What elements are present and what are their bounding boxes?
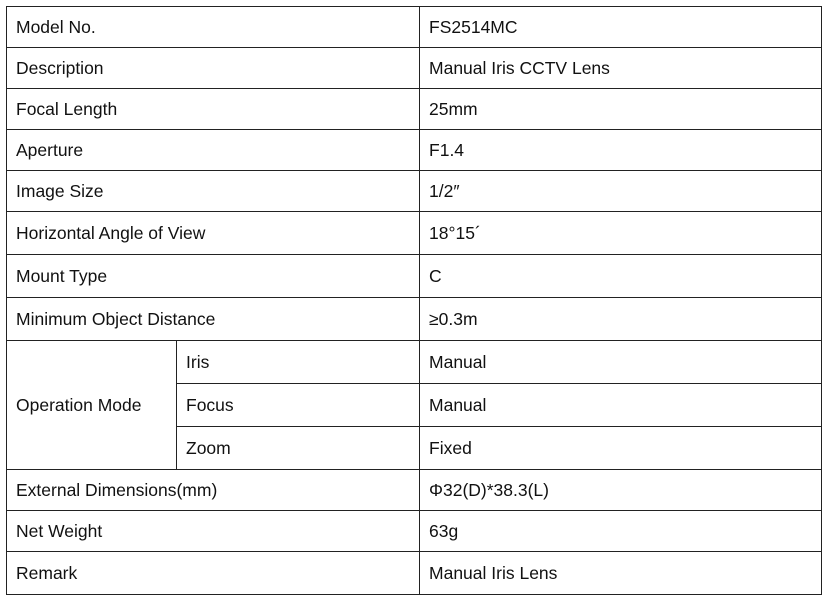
row-label: External Dimensions(mm) xyxy=(7,470,420,511)
table-row xyxy=(7,341,822,384)
table-row xyxy=(7,212,822,255)
row-value: 1/2″ xyxy=(420,171,822,212)
table-row xyxy=(7,470,822,511)
row-value: Manual Iris CCTV Lens xyxy=(420,48,822,89)
row-value: ≥0.3m xyxy=(420,298,822,341)
row-label: Minimum Object Distance xyxy=(7,298,420,341)
sub-row-value: Manual xyxy=(420,384,822,427)
row-label: Horizontal Angle of View xyxy=(7,212,420,255)
row-value: F1.4 xyxy=(420,130,822,171)
table-row xyxy=(7,255,822,298)
sub-row-value: Fixed xyxy=(420,427,822,470)
row-label: Description xyxy=(7,48,420,89)
table-row xyxy=(7,89,822,130)
sub-row-label: Iris xyxy=(177,341,420,384)
row-value: 18°15´ xyxy=(420,212,822,255)
table-row xyxy=(7,171,822,212)
row-label: Mount Type xyxy=(7,255,420,298)
row-value: 25mm xyxy=(420,89,822,130)
row-value: FS2514MC xyxy=(420,7,822,48)
row-label: Remark xyxy=(7,552,420,595)
row-label: Focal Length xyxy=(7,89,420,130)
row-label: Model No. xyxy=(7,7,420,48)
operation-mode-label: Operation Mode xyxy=(7,341,177,470)
sub-row-value: Manual xyxy=(420,341,822,384)
row-label: Net Weight xyxy=(7,511,420,552)
table-row xyxy=(7,511,822,552)
sub-row-label: Zoom xyxy=(177,427,420,470)
row-value: Φ32(D)*38.3(L) xyxy=(420,470,822,511)
table-row xyxy=(7,552,822,595)
row-value: C xyxy=(420,255,822,298)
spec-table xyxy=(6,6,822,595)
table-row xyxy=(7,298,822,341)
row-label: Aperture xyxy=(7,130,420,171)
table-row xyxy=(7,130,822,171)
table-row xyxy=(7,7,822,48)
table-row xyxy=(7,48,822,89)
row-value: 63g xyxy=(420,511,822,552)
row-label: Image Size xyxy=(7,171,420,212)
sub-row-label: Focus xyxy=(177,384,420,427)
row-value: Manual Iris Lens xyxy=(420,552,822,595)
